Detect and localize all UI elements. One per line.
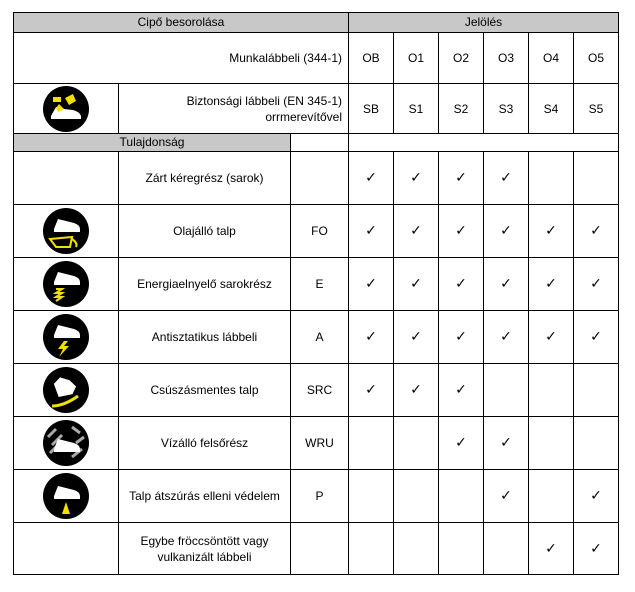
penetration-icon <box>42 472 90 520</box>
check-mark: ✓ <box>394 311 439 364</box>
property-icon-cell <box>14 311 119 364</box>
check-mark: ✓ <box>439 205 484 258</box>
antistatic-icon <box>42 313 90 361</box>
work-mark: O3 <box>484 33 529 84</box>
safety-mark: S4 <box>529 84 574 134</box>
table-row <box>14 523 619 575</box>
energy-absorption-icon <box>42 260 90 308</box>
check-mark: ✓ <box>529 205 574 258</box>
check-mark: ✓ <box>484 152 529 205</box>
check-mark: ✓ <box>349 258 394 311</box>
check-cell <box>574 364 619 417</box>
safety-mark: S1 <box>394 84 439 134</box>
property-code <box>291 152 349 205</box>
check-cell <box>394 417 439 470</box>
property-code: E <box>291 258 349 311</box>
check-mark: ✓ <box>349 152 394 205</box>
check-mark: ✓ <box>439 152 484 205</box>
check-cell <box>349 470 394 523</box>
work-mark: O5 <box>574 33 619 84</box>
property-label: Csúszásmentes talp <box>119 364 291 417</box>
check-mark: ✓ <box>574 205 619 258</box>
code-header-empty <box>291 134 349 152</box>
check-mark: ✓ <box>439 364 484 417</box>
check-cell <box>439 470 484 523</box>
safety-mark: S3 <box>484 84 529 134</box>
property-icon-cell <box>14 205 119 258</box>
safety-footwear-label: Biztonsági lábbeli (EN 345-1) orrmerevítővel <box>119 84 349 134</box>
safety-mark: SB <box>349 84 394 134</box>
property-code: FO <box>291 205 349 258</box>
check-mark: ✓ <box>349 205 394 258</box>
table-row <box>14 258 619 311</box>
slip-resistant-icon <box>42 366 90 414</box>
table-row <box>14 205 619 258</box>
property-code <box>291 523 349 575</box>
check-cell <box>529 470 574 523</box>
check-mark: ✓ <box>574 258 619 311</box>
check-mark: ✓ <box>484 258 529 311</box>
header-classification: Cipő besorolása <box>14 13 349 33</box>
shoe-classification-table <box>13 12 619 575</box>
property-icon-cell <box>14 364 119 417</box>
check-mark: ✓ <box>394 364 439 417</box>
property-code: SRC <box>291 364 349 417</box>
property-code: A <box>291 311 349 364</box>
marking-spacer <box>349 134 619 152</box>
check-mark: ✓ <box>529 258 574 311</box>
check-mark: ✓ <box>439 311 484 364</box>
check-cell <box>394 523 439 575</box>
safety-mark: S5 <box>574 84 619 134</box>
check-mark: ✓ <box>529 311 574 364</box>
water-resistant-icon <box>42 419 90 467</box>
table-row <box>14 152 619 205</box>
work-mark: O1 <box>394 33 439 84</box>
property-icon-cell <box>14 152 119 205</box>
work-footwear-label: Munkalábbeli (344-1) <box>14 33 349 84</box>
check-cell <box>529 364 574 417</box>
check-mark: ✓ <box>349 311 394 364</box>
check-mark: ✓ <box>394 205 439 258</box>
check-cell <box>349 417 394 470</box>
check-mark: ✓ <box>484 205 529 258</box>
table-row <box>14 364 619 417</box>
check-cell <box>394 470 439 523</box>
table-row <box>14 470 619 523</box>
property-code: P <box>291 470 349 523</box>
header-marking: Jelölés <box>349 13 619 33</box>
property-label: Vízálló felsőrész <box>119 417 291 470</box>
check-mark: ✓ <box>484 470 529 523</box>
property-label: Egybe fröccsöntött vagy vulkanizált lábbeli <box>119 523 291 575</box>
oil-resistant-icon <box>42 207 90 255</box>
property-label: Olajálló talp <box>119 205 291 258</box>
work-mark: O4 <box>529 33 574 84</box>
check-cell <box>439 523 484 575</box>
table-row <box>14 311 619 364</box>
work-mark: O2 <box>439 33 484 84</box>
property-icon-cell <box>14 258 119 311</box>
check-mark: ✓ <box>574 311 619 364</box>
check-mark: ✓ <box>394 258 439 311</box>
property-header: Tulajdonság <box>14 134 291 152</box>
check-mark: ✓ <box>574 523 619 575</box>
check-cell <box>484 364 529 417</box>
check-mark: ✓ <box>529 523 574 575</box>
property-label: Antisztatikus lábbeli <box>119 311 291 364</box>
check-cell <box>484 523 529 575</box>
safety-mark: S2 <box>439 84 484 134</box>
property-label: Zárt kéregrész (sarok) <box>119 152 291 205</box>
check-mark: ✓ <box>394 152 439 205</box>
property-icon-cell <box>14 417 119 470</box>
property-label: Energiaelnyelő sarokrész <box>119 258 291 311</box>
property-icon-cell <box>14 470 119 523</box>
check-mark: ✓ <box>484 417 529 470</box>
check-mark: ✓ <box>484 311 529 364</box>
table-row <box>14 417 619 470</box>
check-cell <box>349 523 394 575</box>
check-mark: ✓ <box>349 364 394 417</box>
property-code: WRU <box>291 417 349 470</box>
safety-icon-cell <box>14 84 119 134</box>
work-mark: OB <box>349 33 394 84</box>
check-cell <box>574 417 619 470</box>
check-mark: ✓ <box>574 470 619 523</box>
check-mark: ✓ <box>439 258 484 311</box>
check-cell <box>529 417 574 470</box>
property-icon-cell <box>14 523 119 575</box>
check-cell <box>574 152 619 205</box>
property-label: Talp átszúrás elleni védelem <box>119 470 291 523</box>
check-mark: ✓ <box>439 417 484 470</box>
toecap-icon <box>42 85 90 133</box>
check-cell <box>529 152 574 205</box>
